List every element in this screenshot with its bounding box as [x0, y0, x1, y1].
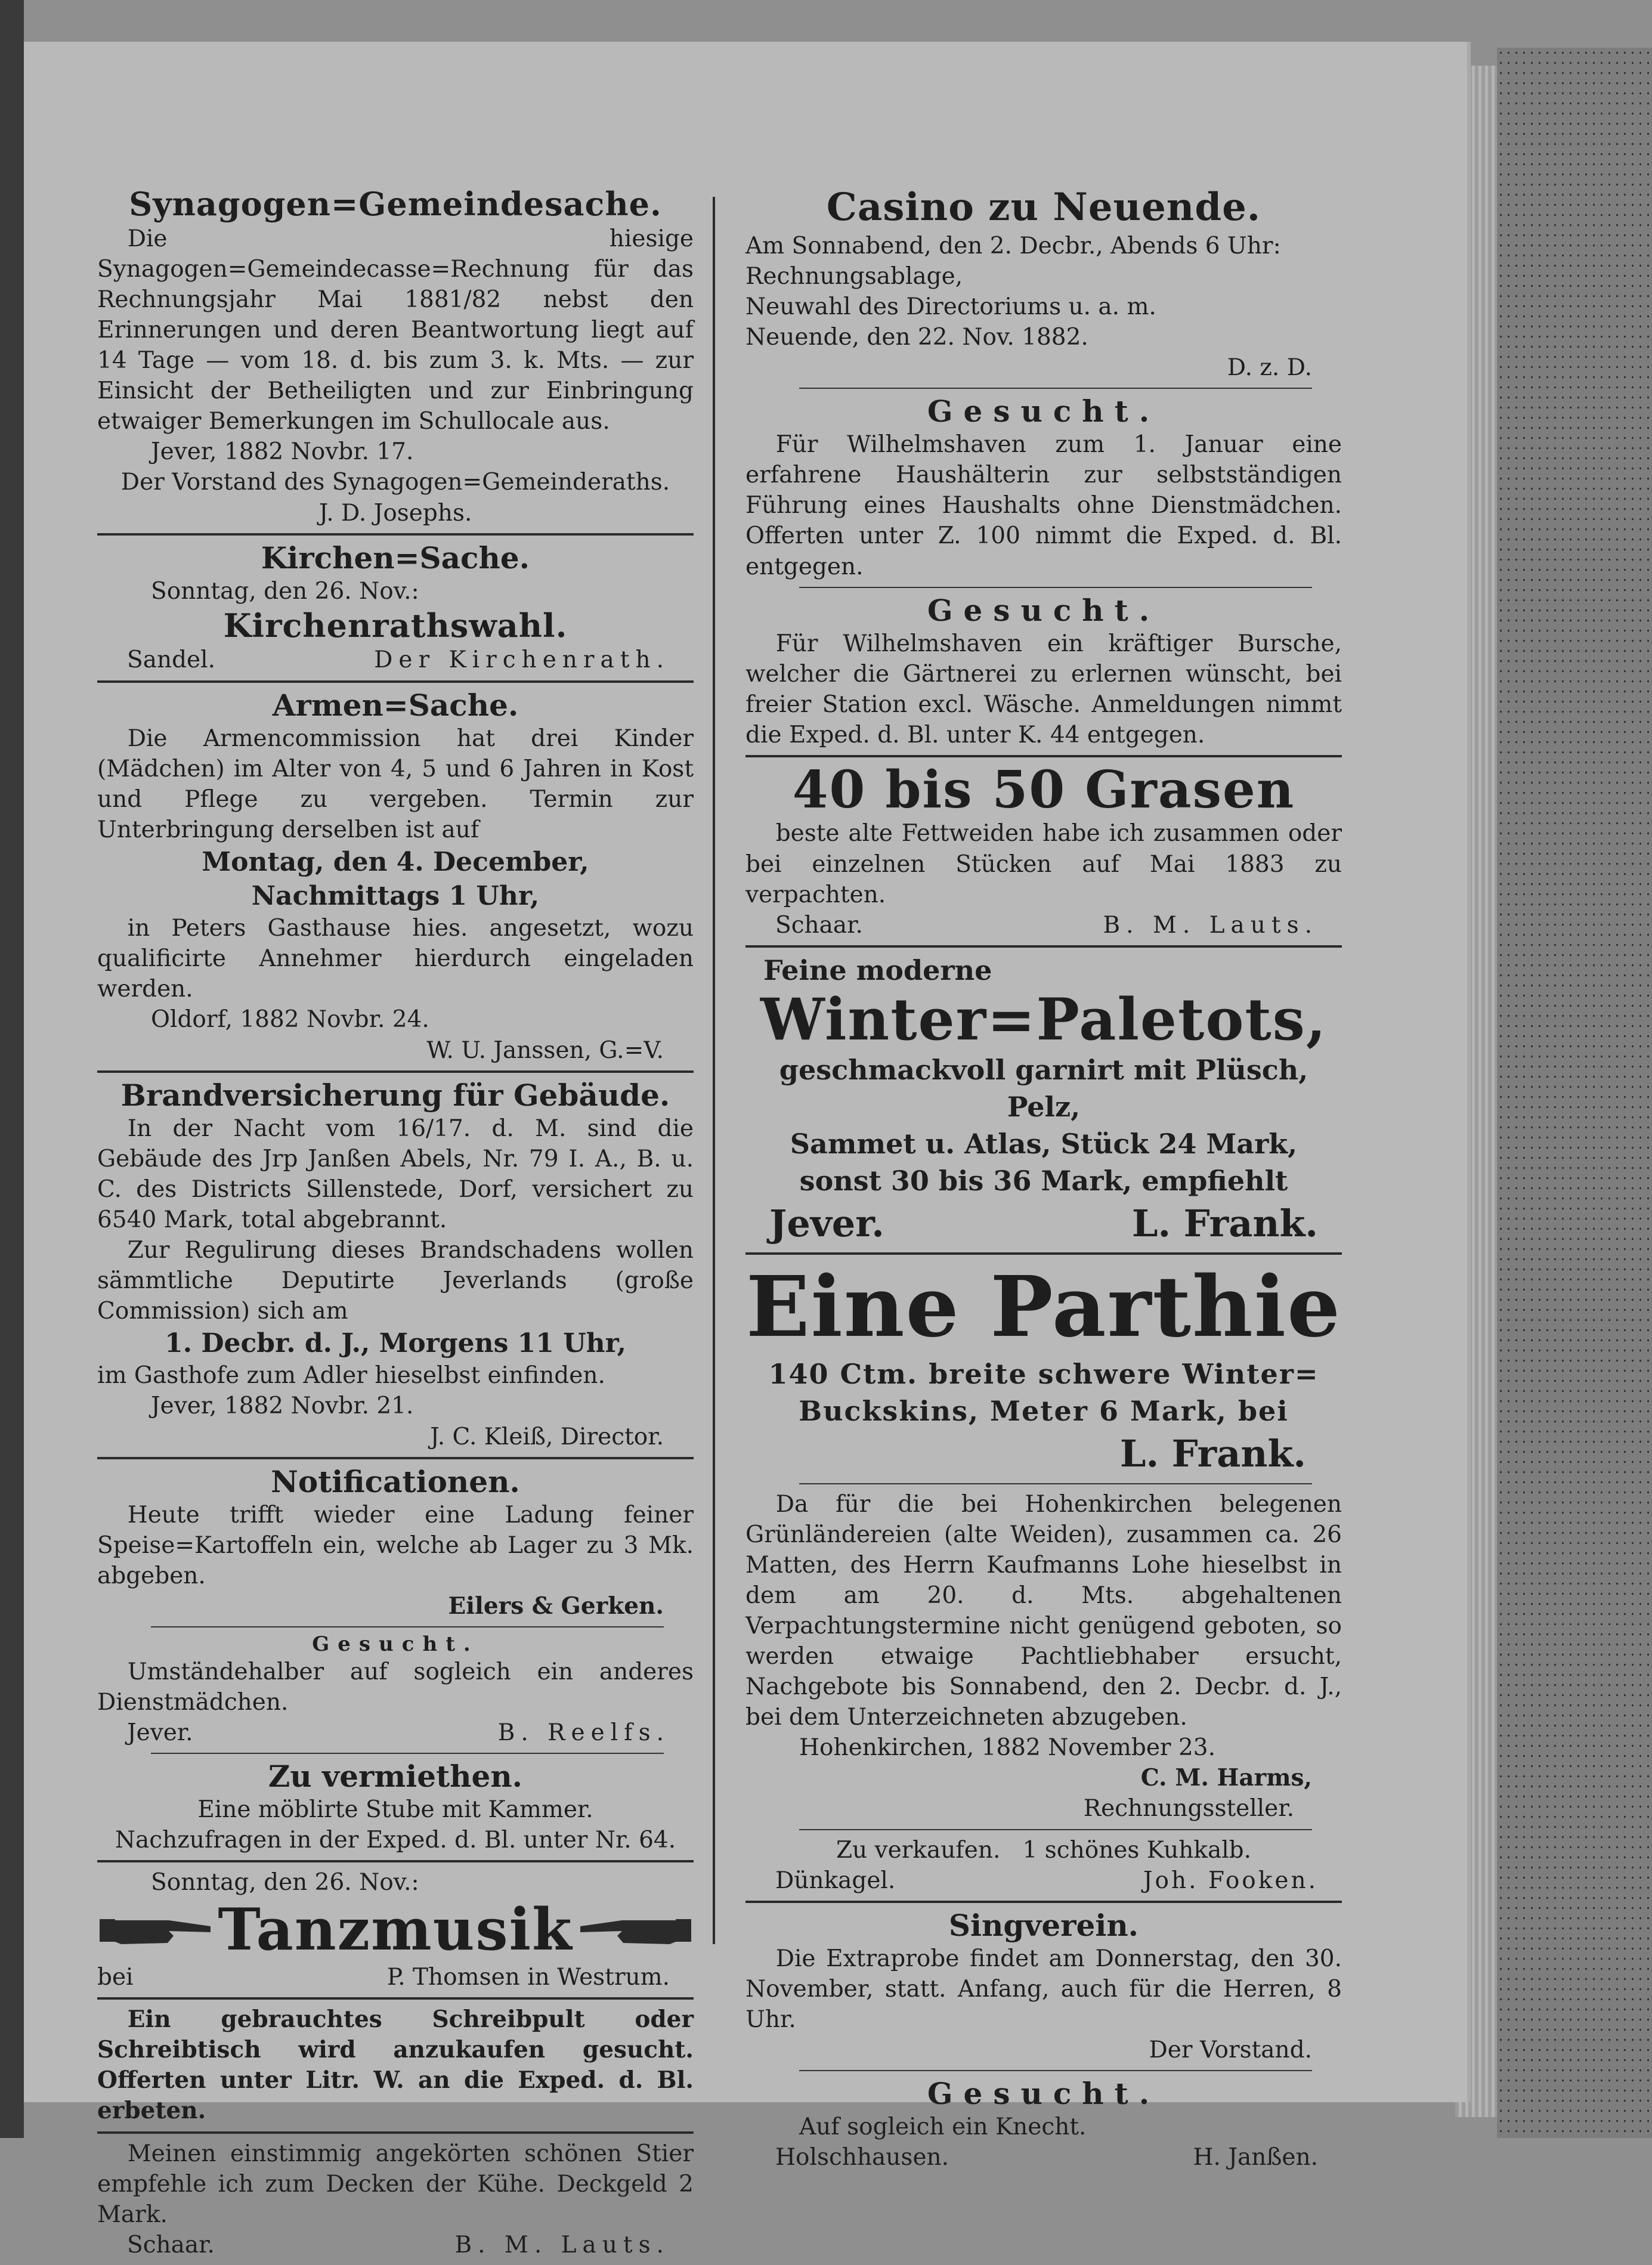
ad-line: Rechnungsablage,	[745, 262, 963, 290]
column-rule	[799, 388, 1312, 389]
ad-wanted-farmhand	[745, 2076, 1342, 2173]
ad-board: Der Vorstand des Synagogen=Gemeinderaths.	[120, 469, 670, 496]
ad-body: Die hiesige Synagogen=Gemeindecasse=Rechnung für das Rechnungsjahr Mai 1881/82 nebst den Erinnerungen und deren Beantwortung liegt auf 14 Tage — vom 18. d. bis zum 3. k. Mts. — zur Einsicht der Betheiligten und zur Einbringung etwaiger Bemerkungen im Schullocale aus.	[97, 225, 694, 435]
column-rule	[745, 1901, 1342, 1903]
column-rule	[151, 1626, 664, 1627]
ad-signature: B. Reelfs.	[497, 1719, 670, 1746]
column-rule	[745, 945, 1342, 948]
pointing-hand-left-icon	[574, 1906, 694, 1954]
ad-body: Für Wilhelmshaven ein kräftiger Bursche, welcher die Gärtnerei zu erlernen wünscht, bei freier Station excl. Wäsche. Anmeldungen nimmt die Exped. d. Bl. unter K. 44 entgegen.	[745, 630, 1342, 748]
ad-place: Schaar.	[775, 911, 863, 939]
ad-parthie	[745, 1260, 1342, 1478]
ad-date: Hohenkirchen, 1882 November 23.	[799, 1734, 1215, 1762]
ad-body: Meinen einstimmig angekörten schönen Stier empfehle ich zum Decken der Kühe. Deckgeld 2 Mark.	[97, 2140, 694, 2228]
ad-wanted-gardener	[745, 593, 1342, 750]
ad-signature: J. D. Josephs.	[318, 499, 472, 527]
ad-line: Nachzufragen in der Exped. d. Bl. unter Nr. 64.	[115, 1827, 676, 1854]
ad-host: P. Thomsen in Westrum.	[386, 1964, 670, 1991]
ad-title: Brandversicherung für Gebäude.	[120, 1077, 670, 1113]
ad-signature: J. C. Kleiß, Director.	[430, 1423, 664, 1450]
ad-notifications	[97, 1464, 694, 1622]
column-rule	[799, 2070, 1312, 2071]
ad-synagogue	[97, 185, 694, 528]
ad-line: Sammet u. Atlas, Stück 24 Mark,	[790, 1127, 1298, 1160]
ad-title: Synagogen=Gemeindesache.	[129, 185, 662, 223]
ad-when: 1. Decbr. d. J., Morgens 11 Uhr,	[165, 1328, 626, 1359]
ad-pre-title: Feine moderne	[763, 954, 992, 986]
column-rule	[97, 2131, 694, 2134]
column-rule	[97, 1457, 694, 1459]
ad-line: Neuwahl des Directoriums u. a. m.	[745, 293, 1156, 320]
ad-body: beste alte Fettweiden habe ich zusammen oder bei einzelnen Stücken auf Mai 1883 zu verpachten.	[745, 820, 1342, 908]
ad-title: Kirchen=Sache.	[261, 540, 530, 575]
ad-title: 40 bis 50 Grasen	[792, 759, 1295, 820]
ad-winter-coats	[745, 952, 1342, 1248]
ad-signature: B. M. Lauts.	[1103, 911, 1318, 939]
ad-when-time: Nachmittags 1 Uhr,	[251, 881, 540, 912]
ad-body: Da für die bei Hohenkirchen belegenen Grünländereien (alte Weiden), zusammen ca. 26 Matten, des Herrn Kaufmanns Lohe hieselbst in dem am 20. d. Mts. abgehaltenen Verpachtungstermine nicht genügend geboten, so werden etwaige Pachtliebhaber ersucht, Nachgebote bis Sonnabend, den 2. Decbr. d. J., bei dem Unterzeichneten abzugeben.	[745, 1490, 1342, 1731]
ad-line: sonst 30 bis 36 Mark, empfiehlt	[799, 1164, 1288, 1197]
ad-date: Jever, 1882 Novbr. 21.	[151, 1393, 414, 1420]
ad-body: Umständehalber auf sogleich ein anderes Dienstmädchen.	[97, 1658, 694, 1716]
ad-date: Neuende, den 22. Nov. 1882.	[745, 324, 1088, 351]
ad-title: Zu vermiethen.	[268, 1758, 523, 1794]
ad-body-2: in Peters Gasthause hies. angesetzt, wozu qualificirte Annehmer hierdurch eingeladen werden.	[97, 915, 694, 1003]
column-rule	[97, 680, 694, 683]
column-rule	[799, 1829, 1312, 1830]
ad-grazing	[745, 759, 1342, 940]
ad-date: Sonntag, den 26. Nov.:	[151, 577, 419, 605]
ad-title: Gesucht.	[927, 2075, 1161, 2111]
ad-title: Casino zu Neuende.	[826, 185, 1261, 230]
ad-signature: Joh. Fooken.	[1143, 1867, 1318, 1894]
ad-signature: Der Kirchenrath.	[374, 646, 670, 674]
ad-title: Eine Parthie	[745, 1258, 1342, 1357]
ad-date: Oldorf, 1882 Novbr. 24.	[151, 1006, 429, 1034]
ad-line: Zu verkaufen. 1 schönes Kuhkalb.	[836, 1836, 1252, 1864]
ad-line: Eine möblirte Stube mit Kammer.	[197, 1796, 593, 1823]
ad-title: Gesucht.	[927, 592, 1161, 628]
ad-title: Gesucht.	[927, 394, 1161, 429]
ad-body: Heute trifft wieder eine Ladung feiner Speise=Kartoffeln ein, welche ab Lager zu 3 Mk. abgeben.	[97, 1501, 694, 1589]
column-rule	[745, 755, 1342, 757]
ad-desk-wanted	[97, 2004, 694, 2126]
ad-fire-insurance	[97, 1078, 694, 1452]
ad-title: Gesucht.	[312, 1632, 479, 1656]
column-divider	[713, 197, 715, 1944]
column-rule	[799, 1483, 1312, 1484]
ad-footer	[745, 1199, 1342, 1248]
ad-body-3: im Gasthofe zum Adler hieselbst einfinden.	[97, 1362, 605, 1390]
ad-date: Sonntag, den 26. Nov.:	[151, 1869, 419, 1896]
ad-body: Auf sogleich ein Knecht.	[799, 2113, 1087, 2140]
ad-body: Für Wilhelmshaven zum 1. Januar eine erfahrene Haushälterin zur selbstständigen Führung eines Haushalts ohne Dienstmädchen. Offerten unter Z. 100 nimmt die Exped. d. Bl. entgegen.	[745, 431, 1342, 580]
ad-prefix: bei	[97, 1964, 134, 1991]
ad-event: Kirchenrathswahl.	[223, 606, 568, 645]
speckled-binding-board	[1497, 48, 1652, 2138]
ad-place: Sandel.	[127, 646, 216, 674]
column-rule	[97, 1997, 694, 2000]
ad-place: Jever.	[127, 1719, 193, 1746]
ad-signature: C. M. Harms,	[1140, 1764, 1312, 1792]
ad-footer	[745, 1865, 1342, 1896]
ad-footer	[97, 1962, 694, 1992]
ad-when-date: Montag, den 4. December,	[202, 846, 589, 877]
ad-role: Rechnungssteller.	[1083, 1795, 1294, 1822]
column-rule	[745, 1252, 1342, 1255]
adjacent-page-edge	[0, 0, 24, 2138]
ad-wanted-maid	[97, 1632, 694, 1748]
ad-place: Dünkagel.	[775, 1867, 896, 1894]
ad-title: Notificationen.	[271, 1463, 520, 1499]
ad-footer	[745, 910, 1342, 940]
ad-signature: D. z. D.	[1227, 354, 1312, 382]
ad-signature: B. M. Lauts.	[454, 2231, 670, 2258]
ad-for-rent	[97, 1759, 694, 1855]
column-rule	[97, 1070, 694, 1073]
ad-line: 140 Ctm. breite schwere Winter=	[768, 1358, 1319, 1391]
ad-body: In der Nacht vom 16/17. d. M. sind die Gebäude des Jrp Janßen Abels, Nr. 79 I. A., B. u. C. des Districts Sillenstede, Dorf, versichert zu 6540 Mark, total abgebrannt.	[97, 1115, 694, 1233]
dance-headline-row	[97, 1896, 694, 1964]
column-rule	[799, 587, 1312, 588]
ad-line: geschmackvoll garnirt mit Plüsch, Pelz,	[779, 1053, 1308, 1123]
ad-casino	[745, 185, 1342, 383]
ad-footer	[97, 1718, 694, 1748]
column-rule	[97, 1860, 694, 1862]
ad-signature: Der Vorstand.	[1149, 2036, 1312, 2063]
ad-line: Am Sonnabend, den 2. Decbr., Abends 6 Uhr:	[745, 232, 1281, 259]
ad-body: Die Armencommission hat drei Kinder (Mädchen) im Alter von 4, 5 und 6 Jahren in Kost und Pflege zu vergeben. Termin zur Unterbringung derselben ist auf	[97, 725, 694, 843]
ad-signature: L. Frank.	[1131, 1202, 1318, 1246]
ad-signature: H. Janßen.	[1193, 2144, 1318, 2171]
ad-date: Jever, 1882 Novbr. 17.	[151, 438, 414, 466]
ad-footer	[745, 2142, 1342, 2173]
ad-signature: Eilers & Gerken.	[448, 1592, 664, 1620]
ad-title: Singverein.	[948, 1907, 1139, 1943]
ad-footer	[97, 2230, 694, 2260]
ad-line: Buckskins, Meter 6 Mark, bei	[799, 1395, 1289, 1428]
ad-place: Schaar.	[127, 2231, 215, 2258]
ad-poor	[97, 688, 694, 1066]
ad-title: Winter=Paletots,	[760, 986, 1328, 1054]
ad-place: Jever.	[769, 1202, 884, 1246]
ad-footer	[97, 645, 694, 675]
column-rule	[151, 1753, 664, 1754]
ad-title: Armen=Sache.	[272, 687, 519, 723]
ad-church	[97, 540, 694, 676]
left-column	[97, 185, 694, 2265]
ad-calf-for-sale	[745, 1835, 1342, 1896]
ad-body-2: Zur Regulirung dieses Brandschadens wollen sämmtliche Deputirte Jeverlands (große Commission) sich am	[97, 1236, 694, 1325]
ad-body: Die Extraprobe findet am Donnerstag, den 30. November, statt. Anfang, auch für die Herren, 8 Uhr.	[745, 1945, 1342, 2033]
ad-place: Holschhausen.	[775, 2144, 949, 2171]
ad-signature: W. U. Janssen, G.=V.	[426, 1036, 664, 1064]
ad-choir	[745, 1908, 1342, 2065]
right-column	[745, 185, 1342, 2177]
ad-wanted-housekeeper	[745, 394, 1342, 581]
ad-body: Ein gebrauchtes Schreibpult oder Schreibtisch wird anzukaufen gesucht. Offerten unter Litr. W. an die Exped. d. Bl. erbeten.	[97, 2006, 694, 2125]
ad-dance-music	[97, 1867, 694, 1992]
ad-signature: L. Frank.	[1119, 1432, 1306, 1476]
ad-title: Tanzmusik	[218, 1896, 573, 1964]
pointing-hand-right-icon	[97, 1906, 216, 1954]
ad-bull	[97, 2139, 694, 2260]
ad-lease	[745, 1489, 1342, 1824]
column-rule	[97, 533, 694, 536]
